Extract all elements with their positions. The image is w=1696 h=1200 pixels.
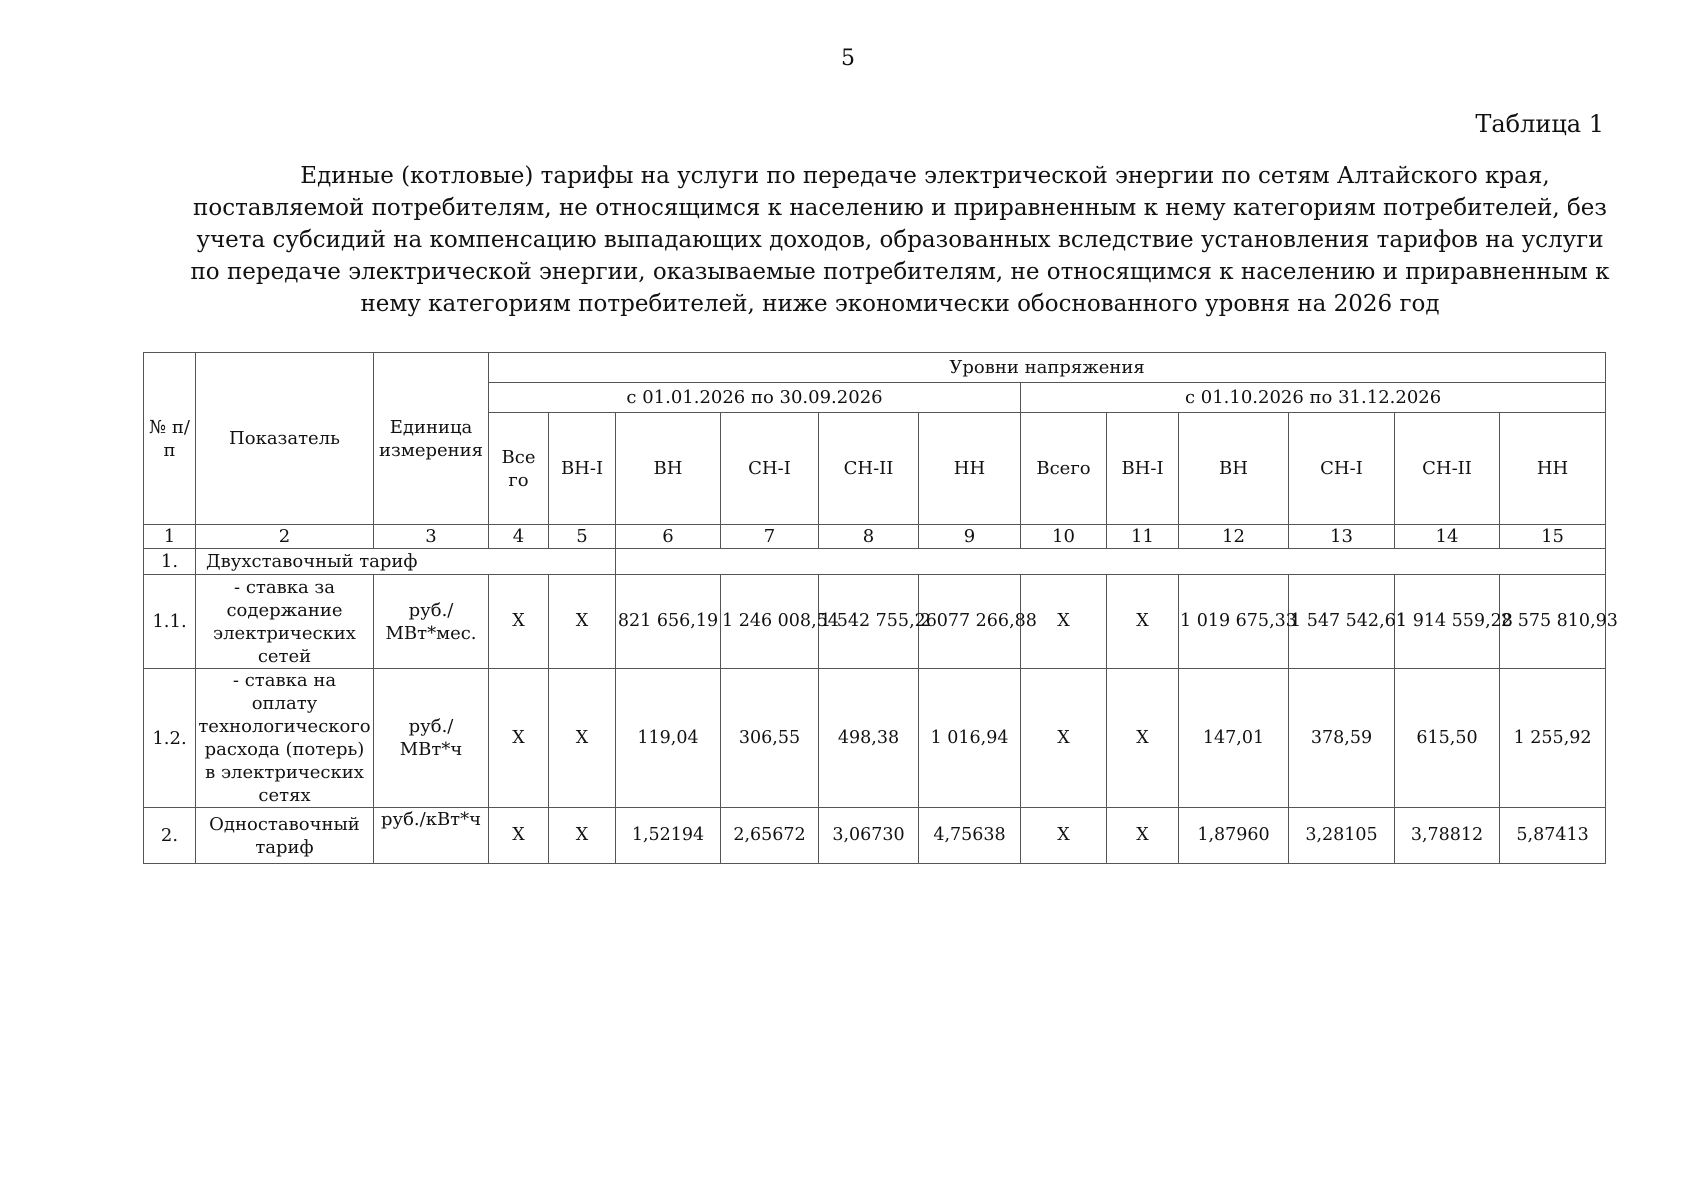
column-number: 10 [1021,525,1107,549]
col-unit-header: Единица измерения [374,353,489,525]
column-number: 15 [1500,525,1606,549]
row-number: 1.1. [144,575,196,669]
p1-level-header: СН-II [819,413,919,525]
value-cell: 1,87960 [1179,808,1289,864]
voltage-levels-header: Уровни напряжения [489,353,1606,383]
column-number: 1 [144,525,196,549]
value-cell: 615,50 [1395,669,1500,808]
column-number: 8 [819,525,919,549]
value-cell: 3,78812 [1395,808,1500,864]
value-cell: 2 575 810,93 [1500,575,1606,669]
row-number: 2. [144,808,196,864]
table-row [144,669,1606,808]
column-number: 4 [489,525,549,549]
period1-header: с 01.01.2026 по 30.09.2026 [489,383,1021,413]
unit-cell: руб./ МВт*ч [374,669,489,808]
value-cell: 119,04 [616,669,721,808]
value-cell: 3,06730 [819,808,919,864]
col-no-header: № п/п [144,353,196,525]
p1-level-header: ВН-I [549,413,616,525]
p2-level-header: ВН [1179,413,1289,525]
table-label: Таблица 1 [1475,110,1604,138]
value-cell: 821 656,19 [616,575,721,669]
p1-level-header: Все го [489,413,549,525]
value-cell: Х [549,808,616,864]
value-cell: 1 019 675,33 [1179,575,1289,669]
value-cell: Х [489,808,549,864]
section-row-two-rate [144,549,1606,575]
value-cell: 3,28105 [1289,808,1395,864]
table-row [144,808,1606,864]
value-cell: Х [1107,808,1179,864]
value-cell: 1 542 755,26 [819,575,919,669]
value-cell: 147,01 [1179,669,1289,808]
value-cell: 498,38 [819,669,919,808]
p2-level-header: НН [1500,413,1606,525]
p2-level-header: Всего [1021,413,1107,525]
value-cell: 1 547 542,61 [1289,575,1395,669]
column-number: 14 [1395,525,1500,549]
value-cell: 4,75638 [919,808,1021,864]
p1-level-header: ВН [616,413,721,525]
column-number: 13 [1289,525,1395,549]
table-title [190,160,1610,320]
p1-level-header: СН-I [721,413,819,525]
value-cell: 1 914 559,28 [1395,575,1500,669]
column-number: 11 [1107,525,1179,549]
p2-level-header: СН-I [1289,413,1395,525]
column-number: 9 [919,525,1021,549]
tariff-table [143,352,1618,864]
value-cell: Х [549,575,616,669]
unit-cell: руб./ МВт*мес. [374,575,489,669]
value-cell: 1 255,92 [1500,669,1606,808]
header-row-1 [144,353,1606,383]
value-cell: 1,52194 [616,808,721,864]
value-cell: Х [1021,808,1107,864]
unit-cell: руб./кВт*ч [374,808,489,864]
row-number: 1.2. [144,669,196,808]
column-numbers-row [144,525,1606,549]
value-cell: Х [549,669,616,808]
indicator-name: - ставка на оплату технологического расхода (потерь) в электрических сетях [196,669,374,808]
value-cell: 306,55 [721,669,819,808]
column-number: 5 [549,525,616,549]
value-cell: Х [489,575,549,669]
section-title: Двухставочный тариф [196,549,616,575]
indicator-name: - ставка за содержание электрических сетей [196,575,374,669]
column-number: 3 [374,525,489,549]
value-cell: Х [1021,669,1107,808]
row-number: 1. [144,549,196,575]
table-row [144,575,1606,669]
table-title-text: Единые (котловые) тарифы на услуги по передаче электрической энергии по сетям Алтайского края, поставляемой потребителям, не относящимся к населению и приравненным к нему категориям потребителей, без учета субсидий на компенсацию выпадающих доходов, образованных вследствие установления тарифов на услуги по передаче электрической энергии, оказываемые потребителям, не относящимся к населению и приравненным к нему категориям потребителей, ниже экономически обоснованного уровня на 2026 год [190,163,1610,317]
column-number: 7 [721,525,819,549]
indicator-name: Одноставочный тариф [196,808,374,864]
value-cell: 2 077 266,88 [919,575,1021,669]
value-cell: 378,59 [1289,669,1395,808]
value-cell: Х [1021,575,1107,669]
value-cell: Х [1107,669,1179,808]
p1-level-header: НН [919,413,1021,525]
period2-header: с 01.10.2026 по 31.12.2026 [1021,383,1606,413]
value-cell: Х [489,669,549,808]
column-number: 2 [196,525,374,549]
value-cell: 5,87413 [1500,808,1606,864]
p2-level-header: СН-II [1395,413,1500,525]
col-indicator-header: Показатель [196,353,374,525]
value-cell: Х [1107,575,1179,669]
column-number: 6 [616,525,721,549]
value-cell: 1 246 008,54 [721,575,819,669]
value-cell: 2,65672 [721,808,819,864]
value-cell: 1 016,94 [919,669,1021,808]
page-number: 5 [841,46,855,71]
section-empty-cell [616,549,1606,575]
p2-level-header: ВН-I [1107,413,1179,525]
column-number: 12 [1179,525,1289,549]
